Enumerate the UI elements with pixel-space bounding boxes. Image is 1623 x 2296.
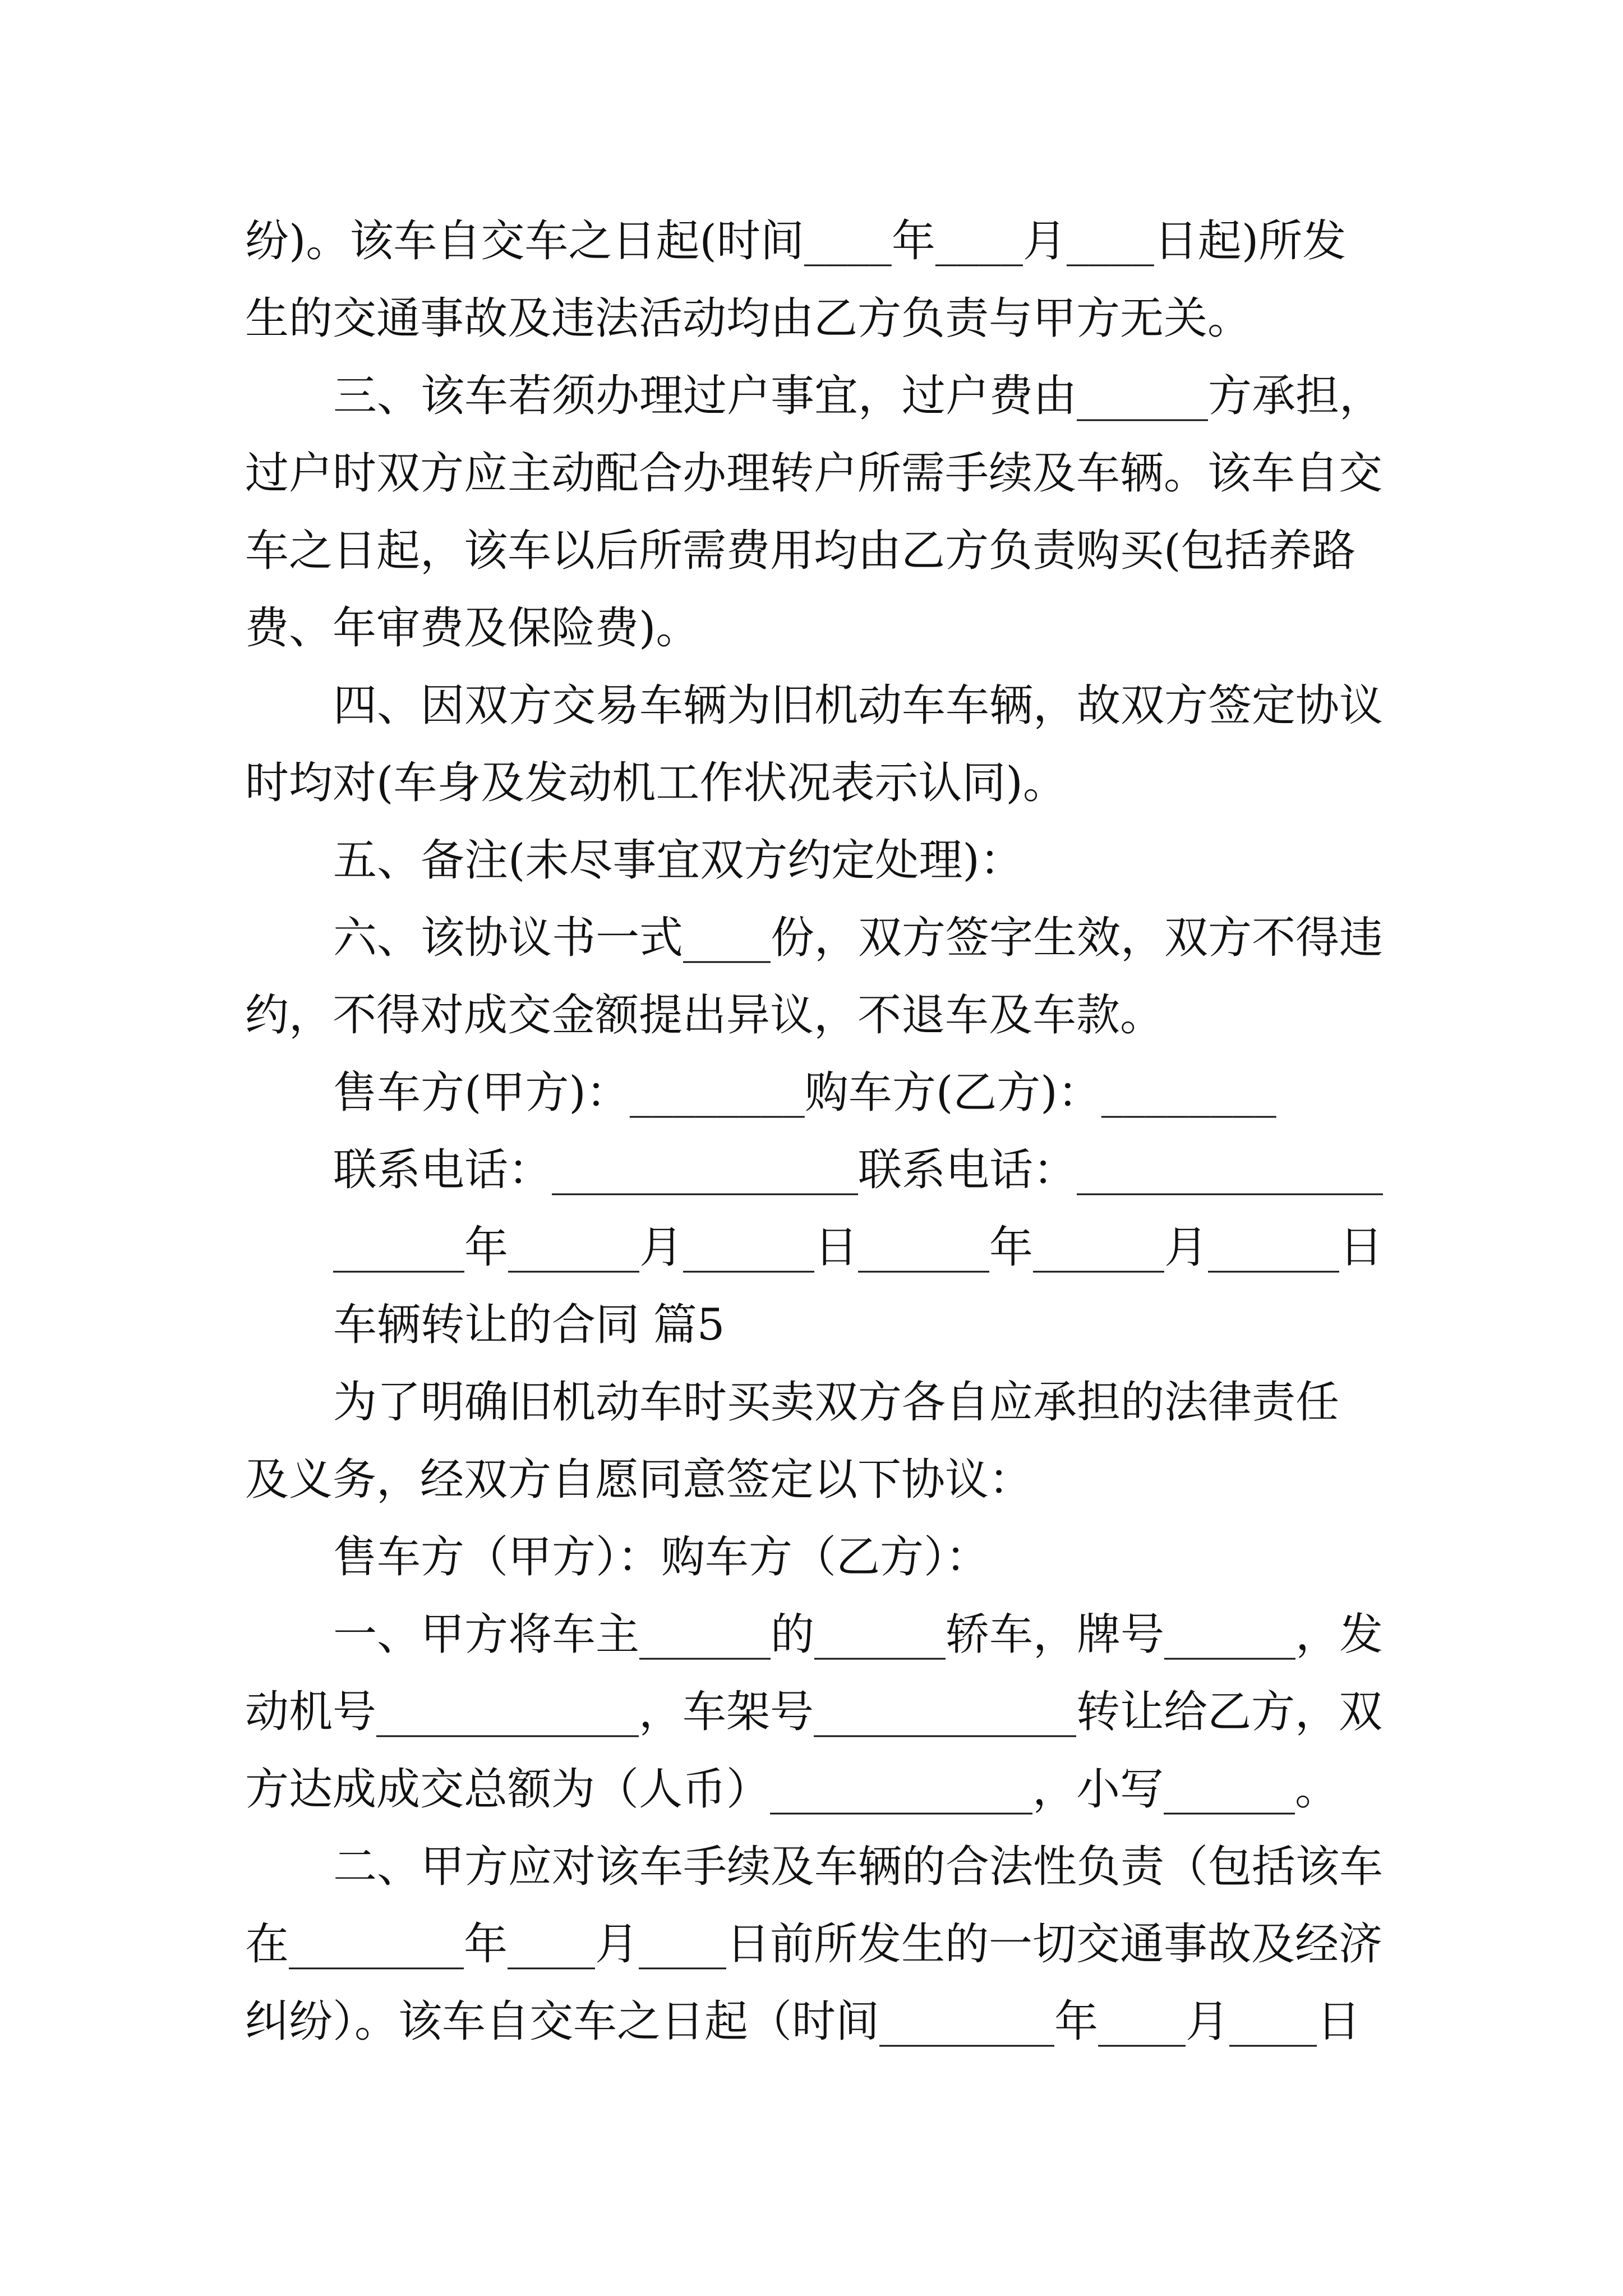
text-line: 二、甲方应对该车手续及车辆的合法性负责（包括该车	[333, 1842, 1384, 1892]
text-line: 过户时双方应主动配合办理转户所需手续及车辆。该车自交	[245, 448, 1383, 499]
text-line: 及义务，经双方自愿同意签定以下协议：	[245, 1455, 1033, 1505]
text-line: 三、该车若须办理过户事宜，过户费由______方承担，	[333, 371, 1384, 421]
text-line: 车之日起，该车以后所需费用均由乙方负责购买(包括养路	[245, 526, 1356, 576]
section-heading: 车辆转让的合同 篇5	[333, 1300, 725, 1350]
text-line: 约，不得对成交金额提出异议，不退车及车款。	[245, 990, 1164, 1041]
text-line: 纷)。该车自交车之日起(时间____年____月____日起)所发	[245, 216, 1347, 266]
text-line: 动机号____________，车架号____________转让给乙方，双	[245, 1687, 1383, 1737]
text-line: 方达成成交总额为（人币）____________，小写______。	[245, 1764, 1339, 1815]
text-line: 纠纷）。该车自交车之日起（时间________年____月____日	[245, 1996, 1361, 2047]
text-line: 一、甲方将车主______的______轿车，牌号______，发	[333, 1609, 1384, 1660]
text-line: 费、年审费及保险费)。	[245, 603, 700, 654]
text-line: 生的交通事故及违法活动均由乙方负责与甲方无关。	[245, 293, 1252, 344]
text-line: 联系电话：______________联系电话：______________	[333, 1145, 1384, 1195]
text-line: 六、该协议书一式____份，双方签字生效，双方不得违	[333, 913, 1384, 963]
text-line: 四、因双方交易车辆为旧机动车车辆，故双方签定协议	[333, 680, 1384, 731]
text-line: 售车方（甲方）：购车方（乙方）：	[333, 1532, 990, 1582]
text-line: ______年______月______日______年______月______日	[333, 1222, 1384, 1273]
text-line: 售车方(甲方)：________购车方(乙方)：________	[333, 1068, 1276, 1118]
text-line: 时均对(车身及发动机工作状况表示认同)。	[245, 758, 1067, 808]
text-line: 为了明确旧机动车时买卖双方各自应承担的法律责任	[333, 1377, 1340, 1428]
text-line: 五、备注(未尽事宜双方约定处理)：	[333, 835, 1023, 886]
text-line: 在________年____月____日前所发生的一切交通事故及经济	[245, 1919, 1383, 1970]
